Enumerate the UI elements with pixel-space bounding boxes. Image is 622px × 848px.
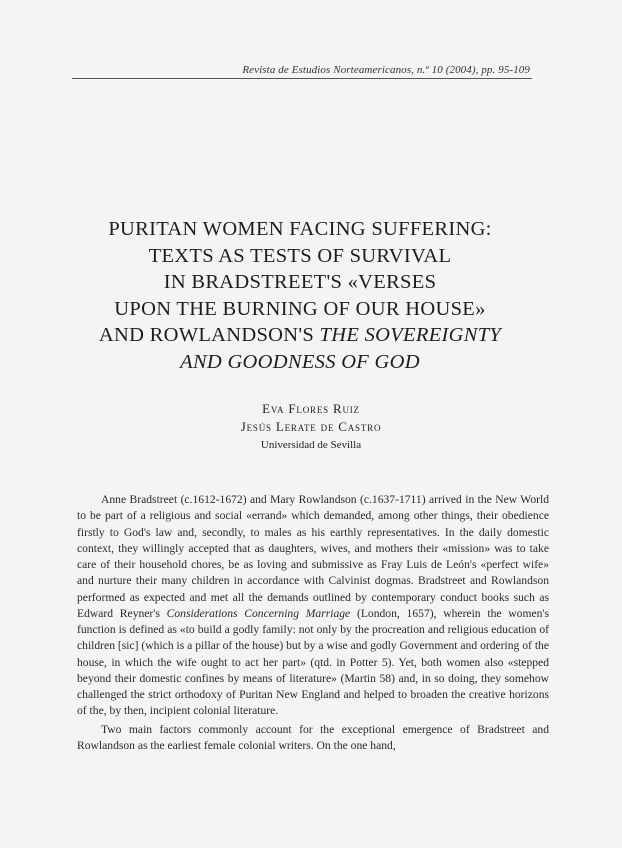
title-line-5-italic: THE SOVEREIGNTY bbox=[319, 324, 502, 346]
paragraph-2: Two main factors commonly account for the exceptional emergence of Bradstreet and Rowlandson as the earliest female colonial writers. On the one hand, bbox=[77, 722, 549, 752]
title-line-6 bbox=[60, 349, 540, 376]
title-line-2: TEXTS AS TESTS OF SURVIVAL bbox=[148, 244, 452, 267]
author-name-2: Jesús Lerate de Castro bbox=[240, 419, 382, 434]
paragraph-1-book-title: Considerations Concerning Marriage bbox=[166, 606, 351, 620]
article-body bbox=[77, 492, 549, 754]
author-name-1: Eva Flores Ruiz bbox=[262, 401, 360, 416]
running-head bbox=[72, 64, 532, 79]
paragraph-1 bbox=[77, 492, 549, 720]
running-head-text: Revista de Estudios Norteamericanos, n.º 10 (2004), pp. 95-109 bbox=[242, 64, 530, 76]
paragraph-1-text-b: (London, 1657), wherein the women's function is defined as «to build a godly family: not only by the procreation and religious education of children [sic] (which is a pillar of the house) but by a wise and godly Government and ordering of the house, in which the wife ought to act her part» (qtd. in Potter 5). Yet, both women also «stepped beyond their domestic confines by means of literature» (Martin 58) and, in so doing, they somehow challenged the strict orthodoxy of Puritan New England and helped to broaden the creative horizons of the, by then, incipient colonial literature. bbox=[77, 606, 550, 718]
title-line-5-prefix: AND ROWLANDSON'S bbox=[98, 324, 320, 346]
title-line-1: PURITAN WOMEN FACING SUFFERING: bbox=[108, 218, 492, 240]
title-line-4: UPON THE BURNING OF OUR HOUSE» bbox=[114, 297, 486, 320]
article-title bbox=[60, 216, 540, 375]
title-line-6-italic: AND GOODNESS OF GOD bbox=[180, 350, 420, 373]
author-affiliation: Universidad de Sevilla bbox=[260, 439, 362, 451]
paragraph-1-text-a: Anne Bradstreet (c.1612-1672) and Mary Rowlandson (c.1637-1711) arrived in the New World to be part of a religious and social «errand» which demanded, among other things, their obedience firstly to God's law and, secondly, to males as his earthly representatives. In the daily domestic context, they willingly accepted that as daughters, wives, and mothers their «mission» was to take care of their household chores, be as loving and submissive as Fray Luis de León's «perfect wife» and nurture their many children in accordance with Calvinist dogmas. Bradstreet and Rowlandson performed as expected and met all the demands outlined by contemporary conduct books such as Edward Reyner's bbox=[77, 493, 549, 620]
title-line-5 bbox=[60, 322, 540, 349]
author-block bbox=[0, 400, 622, 453]
title-line-3: IN BRADSTREET'S «VERSES bbox=[163, 271, 437, 293]
